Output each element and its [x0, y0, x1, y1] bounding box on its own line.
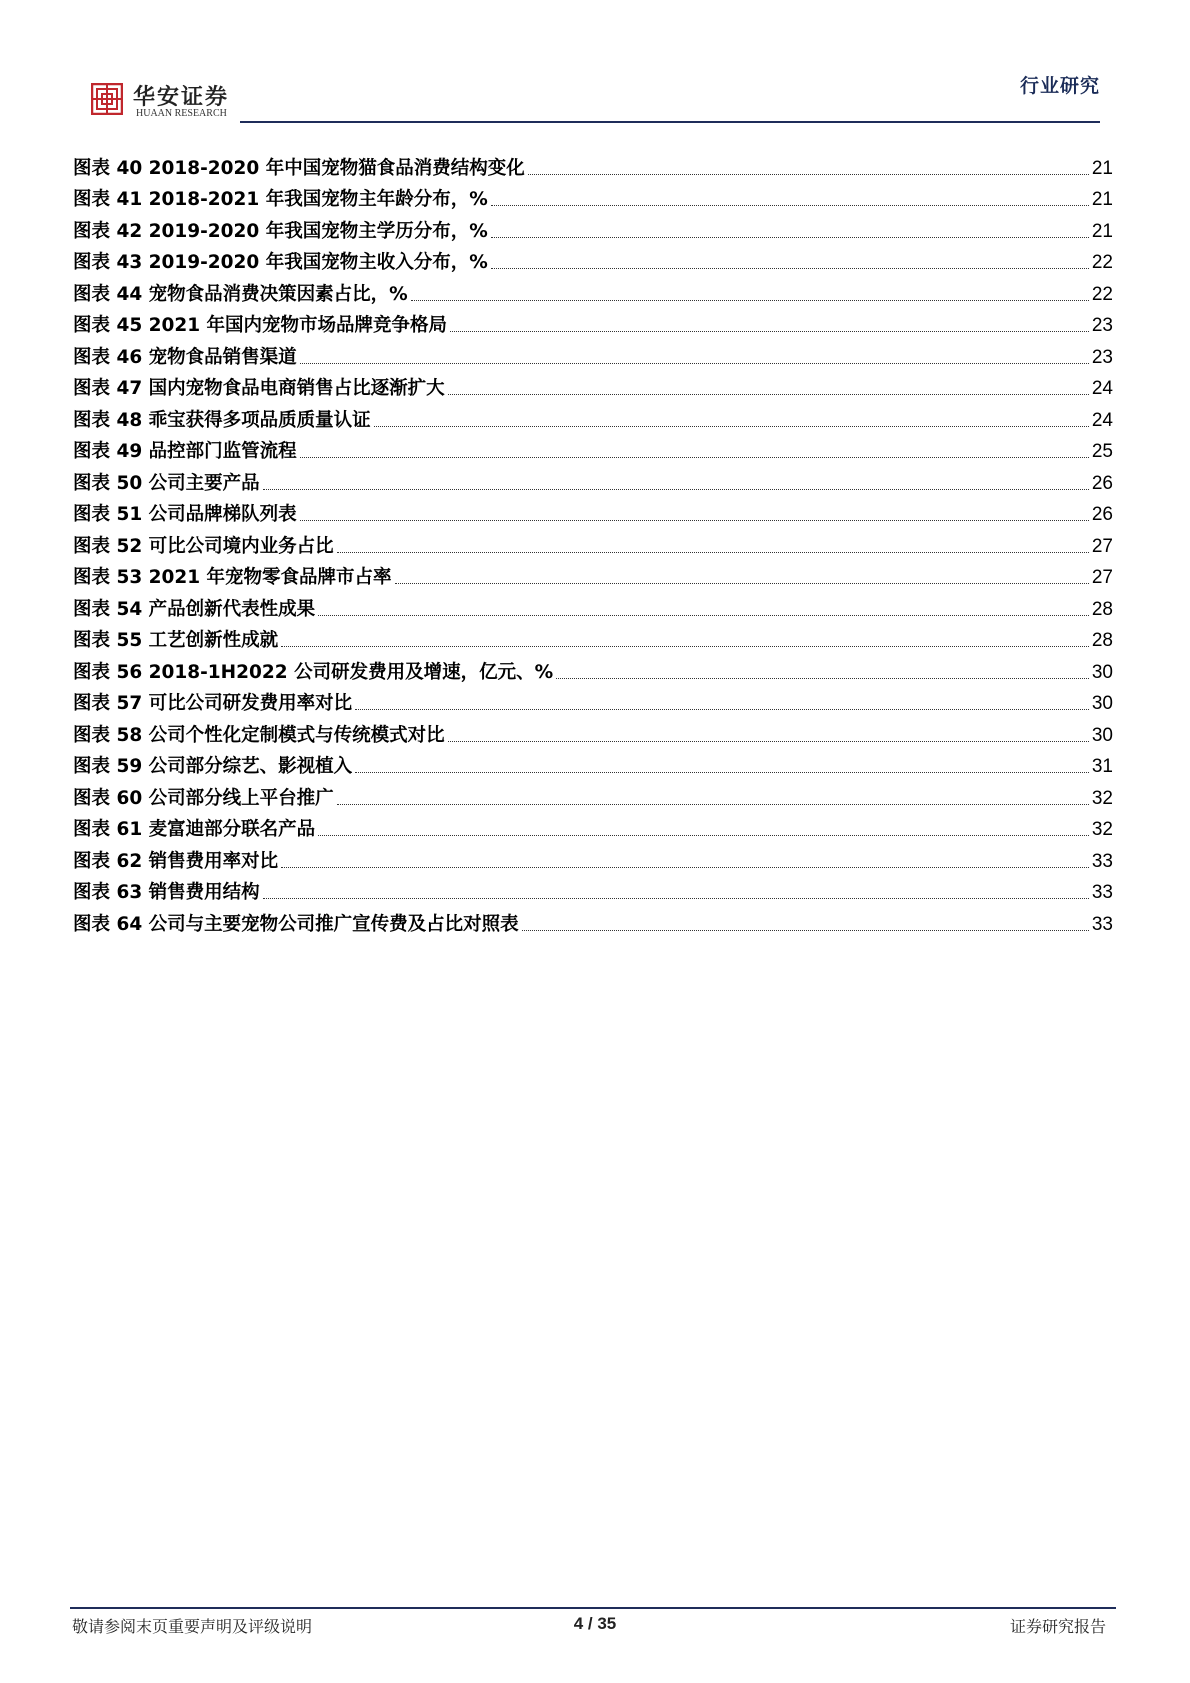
toc-entry-title: 图表 64 公司与主要宠物公司推广宣传费及占比对照表	[73, 913, 519, 935]
toc-entry-page: 30	[1091, 724, 1113, 746]
toc-entry-page: 22	[1091, 283, 1113, 305]
toc-dot-leader	[263, 488, 1089, 490]
toc-entry-page: 30	[1091, 661, 1113, 683]
toc-entry-page: 25	[1091, 441, 1113, 462]
toc-entry-page: 32	[1091, 819, 1113, 840]
toc-dot-leader	[337, 803, 1089, 805]
toc-entry-title: 图表 53 2021 年宠物零食品牌市占率	[73, 567, 392, 588]
figure-index-list	[73, 148, 1113, 936]
toc-entry-page: 31	[1091, 756, 1113, 777]
logo-wordmark-en: HUAAN RESEARCH	[136, 108, 227, 119]
toc-dot-leader	[263, 897, 1089, 899]
toc-entry[interactable]	[73, 274, 1113, 306]
toc-entry[interactable]	[73, 778, 1113, 810]
footer-doc-type: 证券研究报告	[1009, 1617, 1106, 1636]
toc-dot-leader	[300, 362, 1089, 364]
toc-entry-page: 21	[1091, 220, 1113, 242]
toc-entry[interactable]	[73, 369, 1113, 401]
toc-entry[interactable]	[73, 243, 1113, 275]
footer-disclaimer: 敬请参阅末页重要声明及评级说明	[72, 1617, 313, 1636]
toc-dot-leader	[281, 866, 1089, 868]
toc-entry[interactable]	[73, 652, 1113, 684]
toc-dot-leader	[355, 771, 1089, 773]
toc-entry-title: 图表 59 公司部分综艺、影视植入	[73, 756, 353, 777]
toc-entry[interactable]	[73, 526, 1113, 558]
toc-entry-title: 图表 47 国内宠物食品电商销售占比逐渐扩大	[73, 378, 445, 399]
page-number: 4 / 35	[573, 1614, 617, 1633]
toc-entry[interactable]	[73, 463, 1113, 495]
toc-entry-page: 24	[1091, 378, 1113, 399]
toc-dot-leader	[395, 582, 1089, 584]
toc-entry-page: 33	[1091, 882, 1113, 903]
toc-dot-leader	[491, 204, 1089, 206]
toc-entry-title: 图表 41 2018-2021 年我国宠物主年龄分布，%	[73, 189, 488, 210]
toc-entry-page: 21	[1091, 189, 1113, 210]
toc-entry-page: 23	[1091, 315, 1113, 336]
toc-dot-leader	[411, 299, 1089, 301]
header-divider	[240, 121, 1100, 123]
logo-wordmark-cn: 华安证券	[133, 84, 230, 110]
toc-dot-leader	[337, 551, 1089, 553]
toc-entry-title: 图表 58 公司个性化定制模式与传统模式对比	[73, 724, 445, 746]
toc-entry-page: 33	[1091, 913, 1113, 935]
toc-entry[interactable]	[73, 180, 1113, 212]
toc-dot-leader	[448, 740, 1089, 742]
toc-dot-leader	[491, 236, 1089, 238]
toc-entry[interactable]	[73, 400, 1113, 432]
toc-dot-leader	[522, 929, 1089, 931]
toc-entry-title: 图表 57 可比公司研发费用率对比	[73, 693, 353, 714]
toc-entry[interactable]	[73, 810, 1113, 842]
toc-dot-leader	[318, 614, 1089, 616]
report-category: 行业研究	[1019, 75, 1100, 97]
toc-entry-page: 26	[1091, 504, 1113, 525]
toc-entry-title: 图表 40 2018-2020 年中国宠物猫食品消费结构变化	[73, 157, 525, 179]
toc-entry[interactable]	[73, 558, 1113, 590]
toc-dot-leader	[450, 330, 1089, 332]
toc-entry-page: 28	[1091, 598, 1113, 620]
toc-entry[interactable]	[73, 211, 1113, 243]
toc-entry[interactable]	[73, 873, 1113, 905]
huaan-logo-icon	[91, 83, 123, 115]
toc-entry[interactable]	[73, 337, 1113, 369]
toc-entry[interactable]	[73, 495, 1113, 527]
toc-entry-title: 图表 62 销售费用率对比	[73, 850, 279, 872]
toc-dot-leader	[281, 645, 1089, 647]
toc-entry-page: 27	[1091, 535, 1113, 557]
toc-entry-page: 21	[1091, 157, 1113, 179]
toc-entry-page: 27	[1091, 567, 1113, 588]
toc-dot-leader	[355, 708, 1089, 710]
toc-entry-page: 23	[1091, 346, 1113, 368]
toc-entry-title: 图表 44 宠物食品消费决策因素占比，%	[73, 283, 408, 305]
toc-dot-leader	[528, 173, 1089, 175]
toc-entry-page: 22	[1091, 252, 1113, 273]
toc-entry-page: 32	[1091, 787, 1113, 809]
toc-entry-title: 图表 50 公司主要产品	[73, 472, 260, 494]
toc-entry[interactable]	[73, 148, 1113, 180]
toc-entry-title: 图表 51 公司品牌梯队列表	[73, 504, 297, 525]
toc-dot-leader	[556, 677, 1089, 679]
footer-divider	[70, 1607, 1116, 1609]
page-header	[0, 0, 1190, 130]
toc-entry-title: 图表 55 工艺创新性成就	[73, 630, 279, 651]
toc-entry[interactable]	[73, 684, 1113, 716]
toc-entry-page: 24	[1091, 409, 1113, 431]
toc-dot-leader	[300, 519, 1089, 521]
toc-entry[interactable]	[73, 841, 1113, 873]
toc-dot-leader	[374, 425, 1089, 427]
toc-entry-title: 图表 48 乖宝获得多项品质质量认证	[73, 409, 371, 431]
toc-entry-title: 图表 63 销售费用结构	[73, 882, 260, 903]
toc-dot-leader	[448, 393, 1089, 395]
toc-entry[interactable]	[73, 589, 1113, 621]
toc-entry[interactable]	[73, 715, 1113, 747]
toc-entry-page: 33	[1091, 850, 1113, 872]
toc-entry[interactable]	[73, 747, 1113, 779]
toc-entry-title: 图表 46 宠物食品销售渠道	[73, 346, 297, 368]
toc-entry-title: 图表 56 2018-1H2022 公司研发费用及增速，亿元、%	[73, 661, 554, 683]
toc-dot-leader	[300, 456, 1089, 458]
toc-entry-title: 图表 52 可比公司境内业务占比	[73, 535, 334, 557]
toc-entry-page: 30	[1091, 693, 1113, 714]
toc-entry-page: 26	[1091, 472, 1113, 494]
toc-entry-title: 图表 60 公司部分线上平台推广	[73, 787, 334, 809]
toc-entry[interactable]	[73, 904, 1113, 936]
toc-entry-title: 图表 54 产品创新代表性成果	[73, 598, 316, 620]
toc-entry-title: 图表 49 品控部门监管流程	[73, 441, 297, 462]
toc-entry[interactable]	[73, 306, 1113, 338]
toc-entry-page: 28	[1091, 630, 1113, 651]
toc-entry-title: 图表 61 麦富迪部分联名产品	[73, 819, 316, 840]
toc-entry[interactable]	[73, 432, 1113, 464]
toc-entry-title: 图表 43 2019-2020 年我国宠物主收入分布，%	[73, 252, 488, 273]
toc-entry[interactable]	[73, 621, 1113, 653]
toc-entry-title: 图表 45 2021 年国内宠物市场品牌竞争格局	[73, 315, 448, 336]
toc-dot-leader	[318, 834, 1089, 836]
toc-dot-leader	[491, 267, 1089, 269]
toc-entry-title: 图表 42 2019-2020 年我国宠物主学历分布，%	[73, 220, 488, 242]
